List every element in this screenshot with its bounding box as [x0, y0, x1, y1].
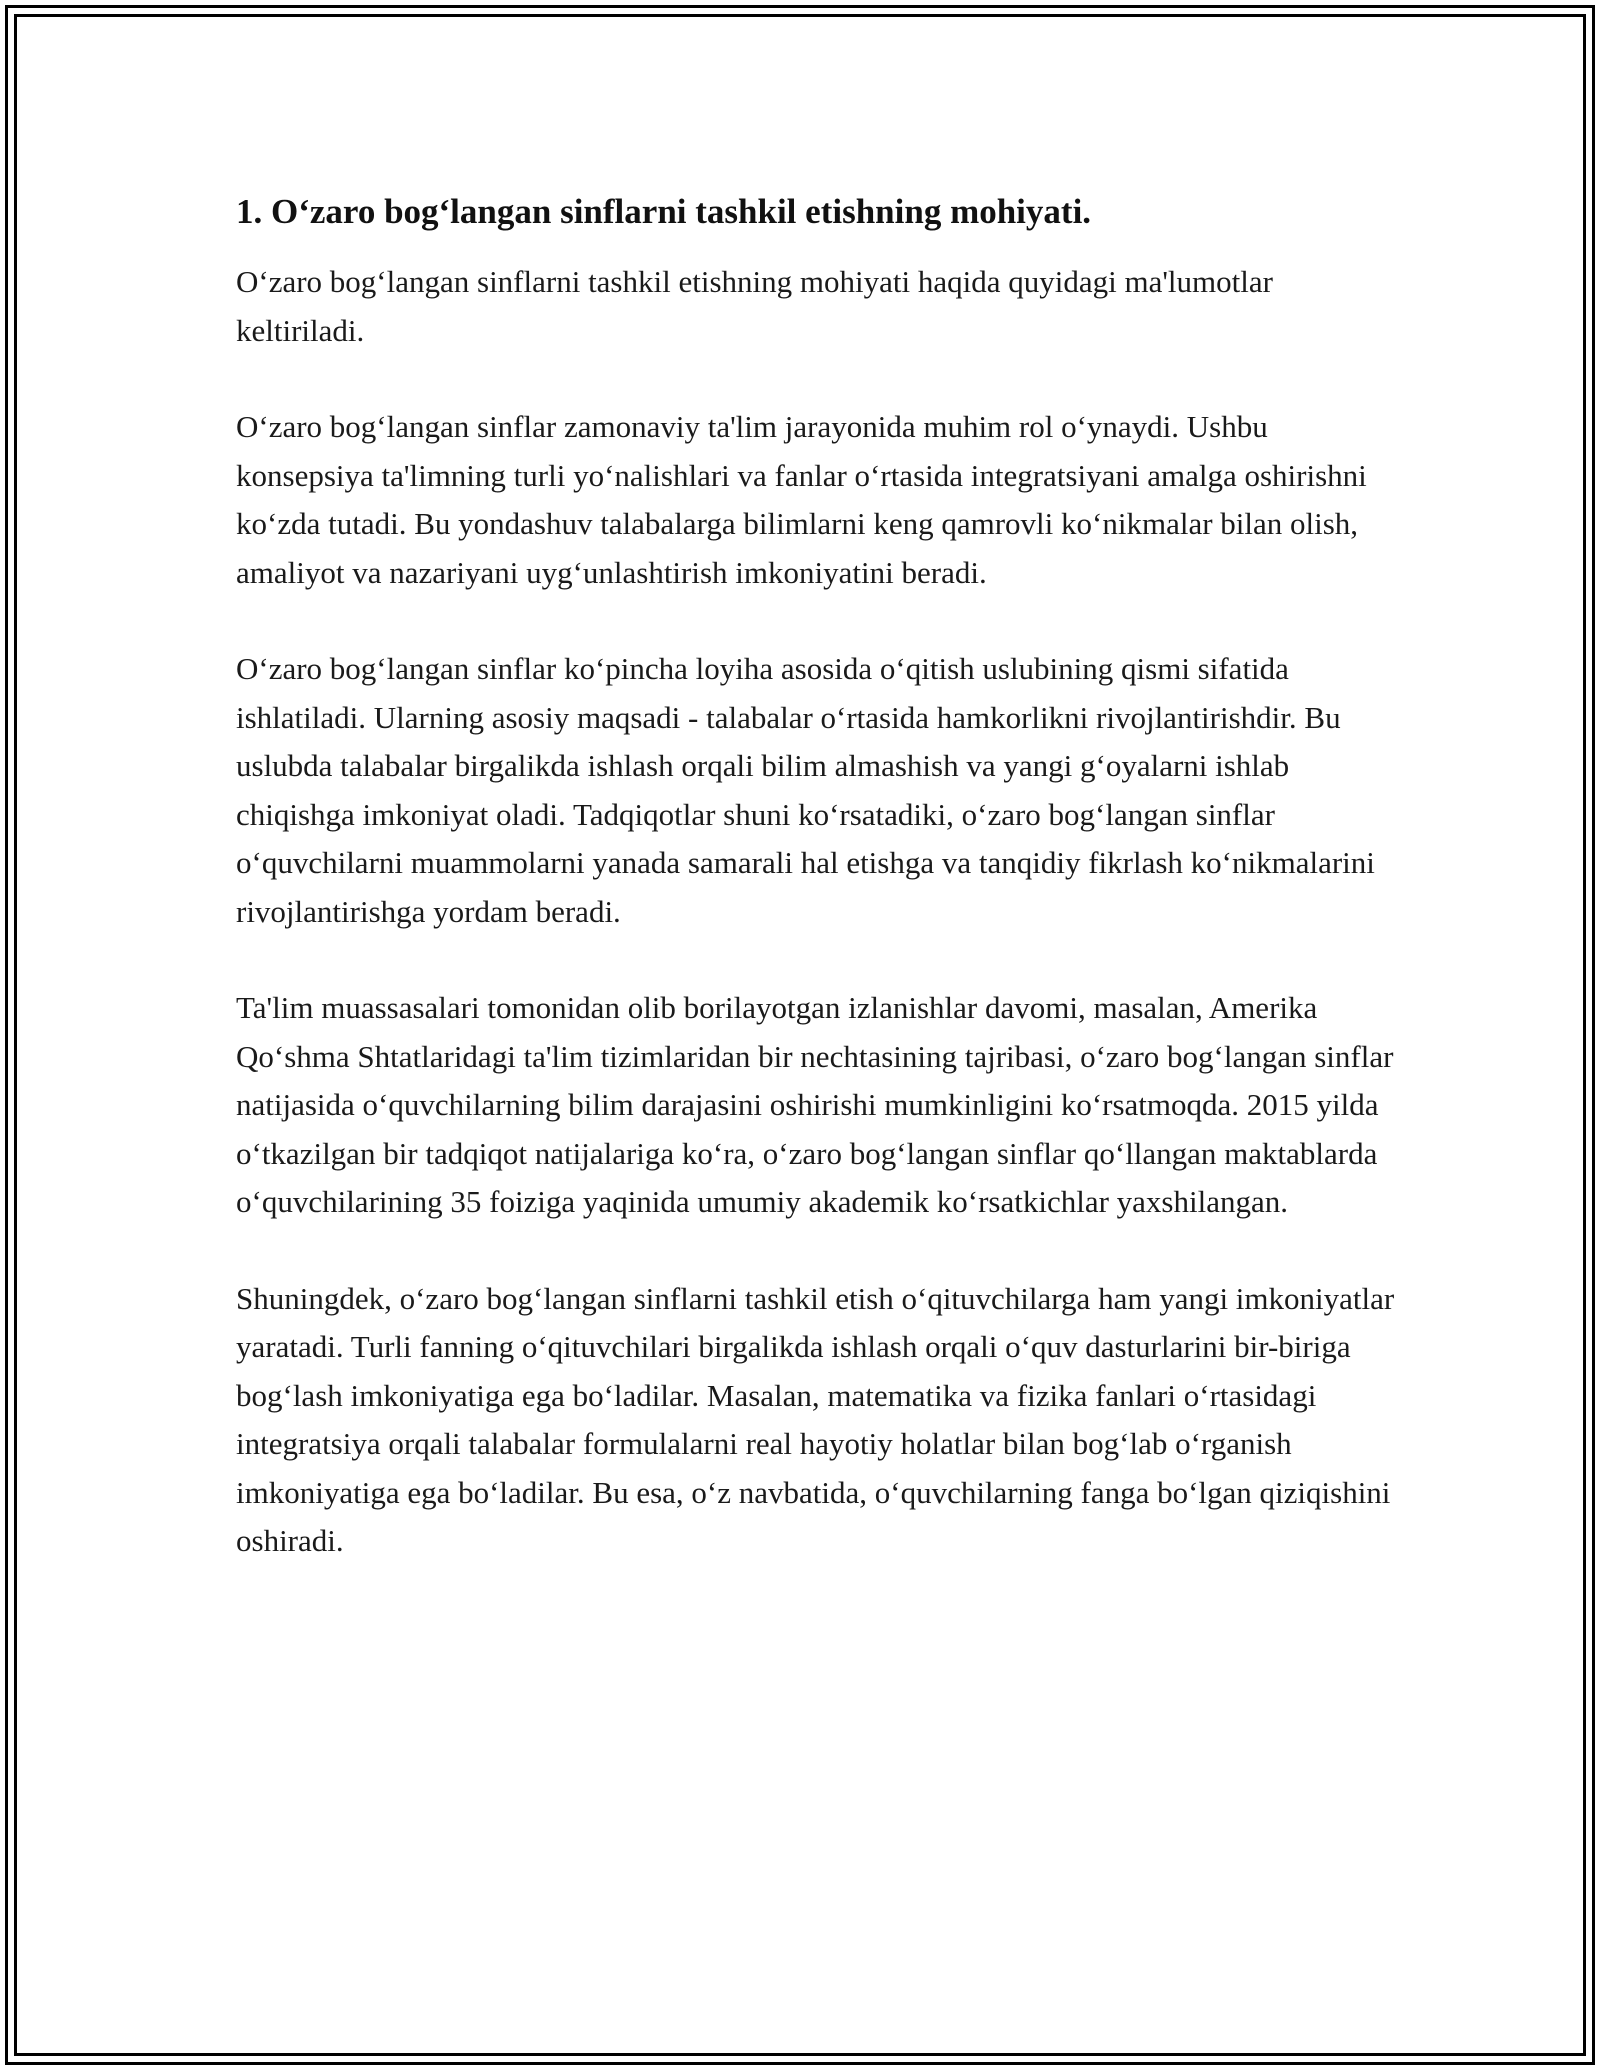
- paragraph-research: Ta'lim muassasalari tomonidan olib borilayotgan izlanishlar davomi, masalan, Amerika Qo‘shma Shtatlaridagi ta'lim tizimlaridan bir nechtasining tajribasi, o‘zaro bog‘langan sinflar natijasida o‘quvchilarning bilim darajasini oshirishi mumkinligini ko‘rsatmoqda. 2015 yilda o‘tkazilgan bir tadqiqot natijalariga ko‘ra, o‘zaro bog‘langan sinflar qo‘llangan maktablarda o‘quvchilarining 35 foiziga yaqinida umumiy akademik ko‘rsatkichlar yaxshilangan.: [236, 990, 1394, 1219]
- paragraph-project-based: O‘zaro bog‘langan sinflar ko‘pincha loyiha asosida o‘qitish uslubining qismi sifatida ishlatiladi. Ularning asosiy maqsadi - talabalar o‘rtasida hamkorlikni rivojlantirishdir. Bu uslubda talabalar birgalikda ishlash orqali bilim almashish va yangi g‘oyalarni ishlab chiqishga imkoniyat oladi. Tadqiqotlar shuni ko‘rsatadiki, o‘zaro bog‘langan sinflar o‘quvchilarni muammolarni yanada samarali hal etishga va tanqidiy fikrlash ko‘nikmalarini rivojlantirishga yordam beradi.: [236, 651, 1375, 929]
- paragraph-teachers: Shuningdek, o‘zaro bog‘langan sinflarni tashkil etish o‘qituvchilarga ham yangi imkoniyatlar yaratadi. Turli fanning o‘qituvchilari birgalikda ishlash orqali o‘quv dasturlarini bir-biriga bog‘lash imkoniyatiga ega bo‘ladilar. Masalan, matematika va fizika fanlari o‘rtasidagi integratsiya orqali talabalar formulalarni real hayotiy holatlar bilan bog‘lab o‘rganish imkoniyatiga ega bo‘ladilar. Bu esa, o‘z navbatida, o‘quvchilarning fanga bo‘lgan qiziqishini oshiradi.: [236, 1280, 1395, 1558]
- section-heading: 1. O‘zaro bog‘langan sinflarni tashkil etishning mohiyati.: [236, 192, 1092, 231]
- paragraph-intro: O‘zaro bog‘langan sinflarni tashkil etishning mohiyati haqida quyidagi ma'lumotlar keltiriladi.: [236, 264, 1273, 348]
- paragraph-modern-role: O‘zaro bog‘langan sinflar zamonaviy ta'lim jarayonida muhim rol o‘ynaydi. Ushbu konsepsiya ta'limning turli yo‘nalishlari va fanlar o‘rtasida integratsiyani amalga oshirishni ko‘zda tutadi. Bu yondashuv talabalarga bilimlarni keng qamrovli ko‘nikmalar bilan olish, amaliyot va nazariyani uyg‘unlashtirish imkoniyatini beradi.: [236, 409, 1367, 590]
- document-body: [236, 188, 1396, 1614]
